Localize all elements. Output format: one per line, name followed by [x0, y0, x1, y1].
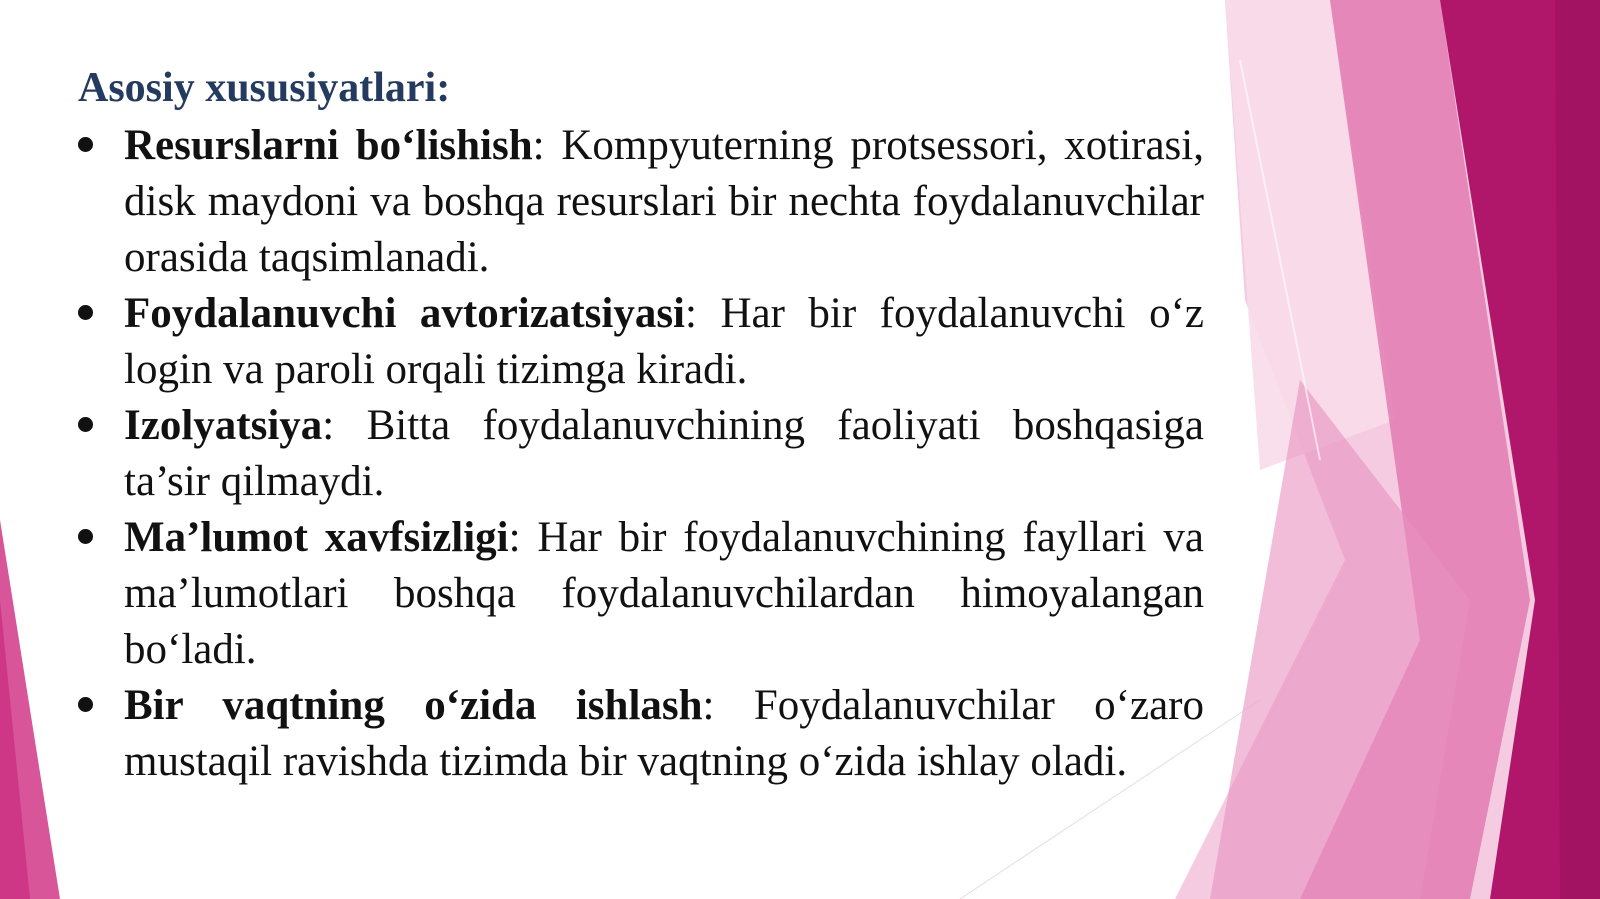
list-item	[78, 118, 1204, 286]
bullet-icon	[78, 697, 93, 712]
feature-term: Bir vaqtning o‘zida ishlash	[124, 682, 703, 729]
list-item	[78, 510, 1204, 678]
feature-description: Bitta foydalanuvchining faoliyati boshqasiga ta’sir qilmaydi.	[124, 402, 1204, 505]
feature-term: Resurslarni bo‘lishish	[124, 122, 533, 169]
term-separator: :	[508, 514, 521, 561]
list-item	[78, 678, 1204, 790]
term-separator: :	[532, 122, 545, 169]
slide-heading: Asosiy xususiyatlari:	[78, 65, 451, 111]
term-separator: :	[685, 290, 697, 337]
term-separator: :	[322, 402, 335, 449]
feature-description: Kompyuterning protsessori, xotirasi, disk maydoni va boshqa resurslari bir nechta foydalanuvchilar orasida taqsimlanadi.	[124, 122, 1204, 281]
feature-list	[78, 118, 1204, 790]
feature-description: Har bir foydalanuvchi o‘z login va paroli orqali tizimga kiradi.	[124, 290, 1204, 393]
feature-description: Har bir foydalanuvchining fayllari va ma’lumotlari boshqa foydalanuvchilardan himoyalangan bo‘ladi.	[124, 514, 1204, 673]
bullet-icon	[78, 417, 93, 432]
bullet-icon	[78, 137, 93, 152]
feature-term: Foydalanuvchi avtorizatsiyasi	[124, 290, 686, 337]
feature-term: Izolyatsiya	[124, 402, 323, 449]
feature-description: Foydalanuvchilar o‘zaro mustaqil ravishda tizimda bir vaqtning o‘zida ishlay oladi.	[124, 682, 1204, 785]
list-item	[78, 286, 1204, 398]
term-separator: :	[702, 682, 715, 729]
feature-term: Ma’lumot xavfsizligi	[124, 514, 509, 561]
bullet-icon	[78, 529, 93, 544]
list-item	[78, 398, 1204, 510]
bullet-icon	[78, 305, 93, 320]
slide-content	[78, 58, 1204, 790]
